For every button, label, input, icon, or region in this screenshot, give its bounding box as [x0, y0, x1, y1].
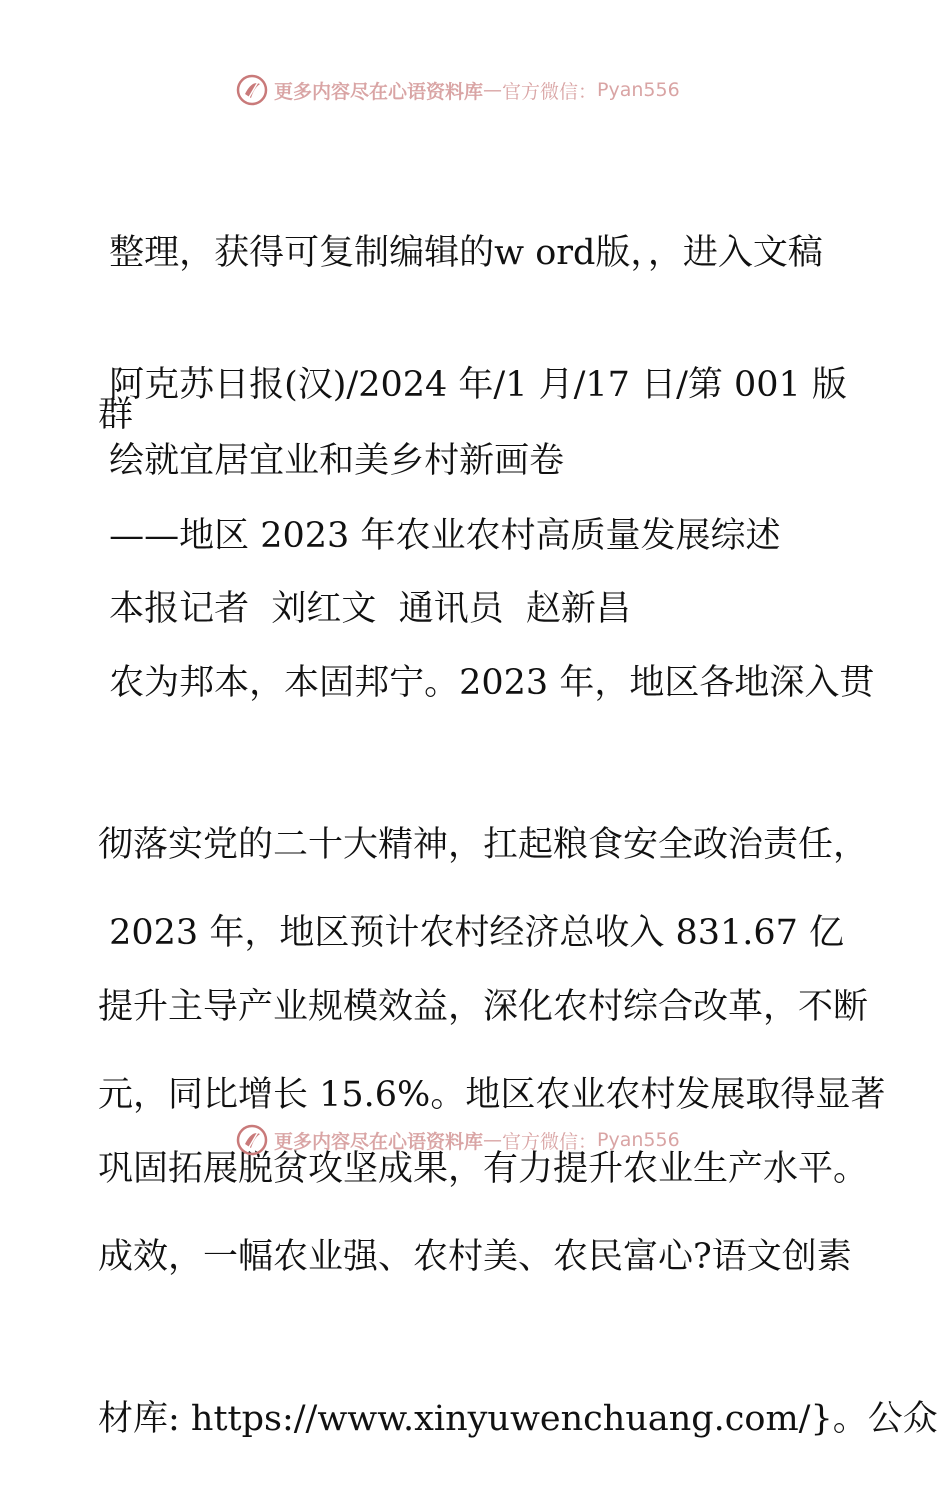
paragraph-line: 材库: https://www.xinyuwenchuang.com/}。公众 — [98, 1399, 938, 1439]
paragraph-line: 2023 年，地区预计农村经济总收入 831.67 亿 — [98, 913, 845, 953]
header-watermark — [236, 72, 716, 108]
watermark-title: 更多内容尽在心语资料库 — [274, 1130, 484, 1153]
watermark-separator: — — [483, 79, 503, 101]
intro-line: 整理，获得可复制编辑的w ord版，，进入文稿 — [98, 233, 823, 273]
paragraph-line: 彻落实党的二十大精神，扛起粮食安全政治责任， — [98, 825, 869, 865]
logo-icon — [236, 1124, 268, 1156]
source-text: 阿克苏日报(汉)/2024 年/1 月/17 日/第 001 版 — [98, 365, 847, 405]
paragraph-line: 农为邦本，本固邦宁。2023 年，地区各地深入贯 — [98, 663, 875, 703]
footer-watermark — [236, 1122, 716, 1158]
watermark-label: 官方微信： — [502, 80, 598, 103]
watermark-label: 官方微信： — [502, 1130, 598, 1153]
watermark-wechat-id: Pyan556 — [597, 1129, 680, 1151]
intro-line: 群 — [98, 395, 134, 435]
byline-text: 本报记者 刘红文 通讯员 赵新昌 — [98, 589, 631, 629]
watermark-wechat-id: Pyan556 — [597, 79, 680, 101]
paragraph-line: 提升主导产业规模效益，深化农村综合改革，不断 — [98, 987, 869, 1027]
headline-text: 绘就宜居宜业和美乡村新画卷 — [98, 441, 565, 481]
paragraph-line: 成效，一幅农业强、农村美、农民富心?语文创素 — [98, 1237, 852, 1277]
paragraph-line: 巩固拓展脱贫攻坚成果，有力提升农业生产水平。 — [98, 1149, 869, 1189]
logo-icon — [236, 74, 268, 106]
subheadline-text: ——地区 2023 年农业农村高质量发展综述 — [98, 516, 781, 556]
paragraph-line: 元，同比增长 15.6%。地区农业农村发展取得显著 — [98, 1075, 886, 1115]
watermark-title: 更多内容尽在心语资料库 — [274, 80, 484, 103]
watermark-separator: — — [483, 1129, 503, 1151]
